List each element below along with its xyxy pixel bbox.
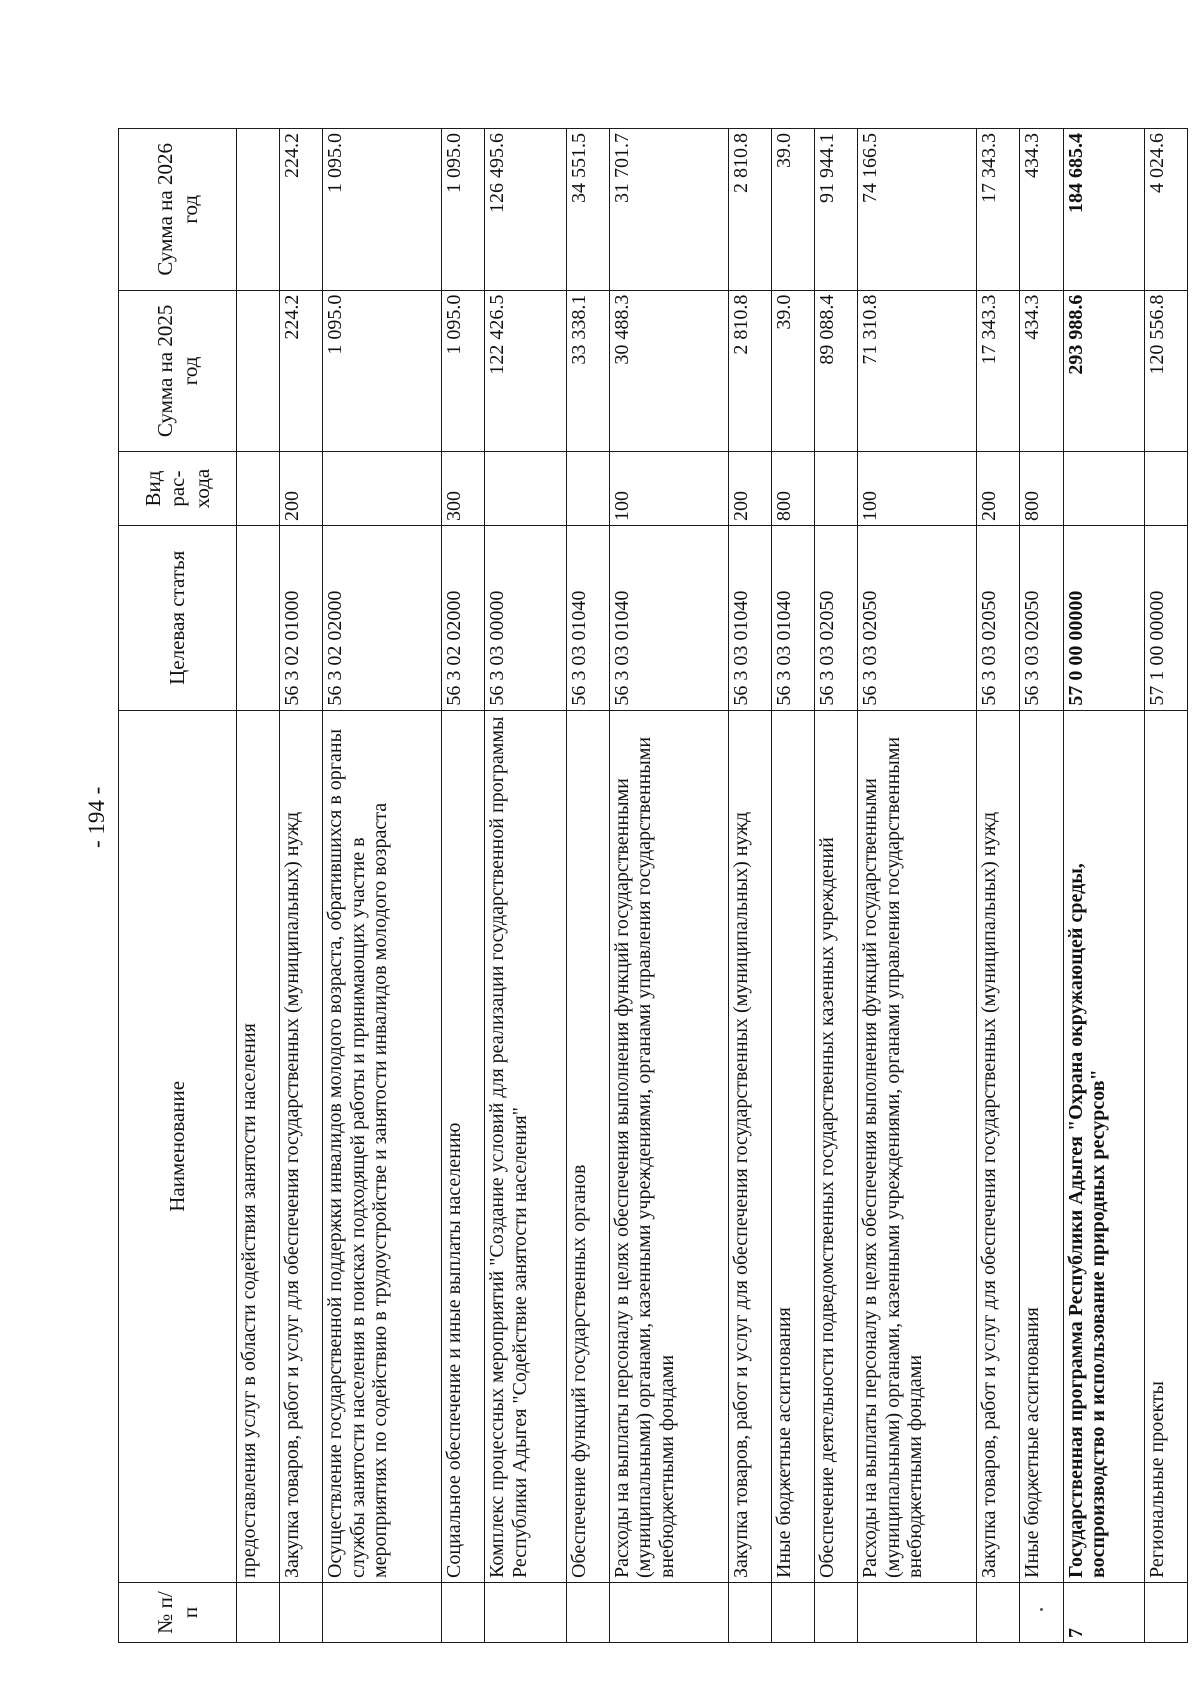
row-number: 7 xyxy=(1063,1583,1144,1643)
row-name: Иные бюджетные ассигнования xyxy=(1020,710,1063,1582)
row-target-article: 56 3 03 01040 xyxy=(728,525,771,710)
row-sum-2026: 39.0 xyxy=(772,129,815,291)
header-sum-2026: Сумма на 2026 год xyxy=(119,129,237,291)
table-body xyxy=(237,129,1188,1643)
row-number xyxy=(323,1583,442,1643)
row-target-article xyxy=(237,525,280,710)
row-expense-type xyxy=(566,452,609,526)
header-num: № п/п xyxy=(119,1583,237,1643)
row-expense-type: 100 xyxy=(858,452,977,526)
row-expense-type xyxy=(323,452,442,526)
table-row xyxy=(609,129,728,1643)
table-row xyxy=(815,129,858,1643)
row-sum-2026: 184 685.4 xyxy=(1063,129,1144,291)
row-number xyxy=(1020,1583,1063,1643)
row-expense-type xyxy=(237,452,280,526)
row-expense-type: 800 xyxy=(1020,452,1063,526)
table-row xyxy=(280,129,323,1643)
row-sum-2025 xyxy=(237,290,280,452)
row-sum-2025: 434.3 xyxy=(1020,290,1063,452)
row-target-article: 56 3 02 01000 xyxy=(280,525,323,710)
row-expense-type: 100 xyxy=(609,452,728,526)
row-number xyxy=(485,1583,566,1643)
row-target-article: 56 3 03 02050 xyxy=(858,525,977,710)
row-sum-2026: 1 095.0 xyxy=(442,129,485,291)
row-sum-2025: 120 556.8 xyxy=(1144,290,1187,452)
row-target-article: 57 0 00 00000 xyxy=(1063,525,1144,710)
row-name: Закупка товаров, работ и услуг для обеспечения государственных (муниципальных) нужд xyxy=(728,710,771,1582)
row-sum-2025: 33 338.1 xyxy=(566,290,609,452)
row-expense-type: 200 xyxy=(977,452,1020,526)
row-target-article: 56 3 02 02000 xyxy=(442,525,485,710)
row-sum-2026: 34 551.5 xyxy=(566,129,609,291)
row-name: Обеспечение функций государственных органов xyxy=(566,710,609,1582)
table-row xyxy=(566,129,609,1643)
table-row xyxy=(858,129,977,1643)
row-name: Расходы на выплаты персоналу в целях обеспечения выполнения функций государственными (муниципальными) органами, казенными учреждениями, органами управления государственными внебюджетными фондами xyxy=(609,710,728,1582)
scan-dot xyxy=(1040,1608,1043,1611)
row-number xyxy=(566,1583,609,1643)
row-sum-2026: 224.2 xyxy=(280,129,323,291)
row-sum-2026: 17 343.3 xyxy=(977,129,1020,291)
row-sum-2025: 1 095.0 xyxy=(323,290,442,452)
row-name: предоставления услуг в области содействия занятости населения xyxy=(237,710,280,1582)
row-number xyxy=(442,1583,485,1643)
row-target-article: 56 3 03 02050 xyxy=(977,525,1020,710)
row-expense-type xyxy=(815,452,858,526)
row-expense-type xyxy=(485,452,566,526)
row-sum-2025: 1 095.0 xyxy=(442,290,485,452)
table-row xyxy=(728,129,771,1643)
row-name: Социальное обеспечение и иные выплаты населению xyxy=(442,710,485,1582)
page-number: - 194 - xyxy=(84,786,109,848)
row-sum-2025: 89 088.4 xyxy=(815,290,858,452)
row-name: Государственная программа Республики Адыгея "Охрана окружающей среды, воспроизводство и использование природных ресурсов" xyxy=(1063,710,1144,1582)
header-code: Целевая статья xyxy=(119,525,237,710)
table-header-row xyxy=(119,129,237,1643)
row-target-article: 56 3 03 00000 xyxy=(485,525,566,710)
row-name: Иные бюджетные ассигнования xyxy=(772,710,815,1582)
row-number xyxy=(728,1583,771,1643)
row-name: Обеспечение деятельности подведомственных государственных казенных учреждений xyxy=(815,710,858,1582)
row-sum-2026 xyxy=(237,129,280,291)
row-expense-type: 800 xyxy=(772,452,815,526)
row-sum-2025: 2 810.8 xyxy=(728,290,771,452)
rotated-page-content xyxy=(118,128,1188,1643)
row-sum-2026: 74 166.5 xyxy=(858,129,977,291)
row-number xyxy=(815,1583,858,1643)
row-expense-type: 200 xyxy=(280,452,323,526)
row-number xyxy=(1144,1583,1187,1643)
row-sum-2025: 30 488.3 xyxy=(609,290,728,452)
header-sum-2025: Сумма на 2025 год xyxy=(119,290,237,452)
row-number xyxy=(772,1583,815,1643)
row-target-article: 56 3 03 01040 xyxy=(566,525,609,710)
row-sum-2026: 2 810.8 xyxy=(728,129,771,291)
table-row xyxy=(1020,129,1063,1643)
header-name: Наименование xyxy=(119,710,237,1582)
table-row xyxy=(1063,129,1144,1643)
row-name: Закупка товаров, работ и услуг для обеспечения государственных (муниципальных) нужд xyxy=(280,710,323,1582)
table-row xyxy=(977,129,1020,1643)
row-number xyxy=(977,1583,1020,1643)
row-target-article: 57 1 00 00000 xyxy=(1144,525,1187,710)
row-sum-2026: 4 024.6 xyxy=(1144,129,1187,291)
row-target-article: 56 3 02 02000 xyxy=(323,525,442,710)
row-sum-2025: 122 426.5 xyxy=(485,290,566,452)
row-sum-2026: 91 944.1 xyxy=(815,129,858,291)
row-number xyxy=(237,1583,280,1643)
row-name: Осуществление государственной поддержки инвалидов молодого возраста, обратившихся в органы службы занятости населения в поисках подходящей работы и принимающих участие в мероприятиях по содействию в трудоустройстве и занятости инвалидов молодого возраста xyxy=(323,710,442,1582)
row-expense-type xyxy=(1144,452,1187,526)
row-sum-2026: 434.3 xyxy=(1020,129,1063,291)
table-row xyxy=(323,129,442,1643)
row-name: Комплекс процессных мероприятий "Создание условий для реализации государственной программы Республики Адыгея "Содействие занятости населения" xyxy=(485,710,566,1582)
row-sum-2025: 224.2 xyxy=(280,290,323,452)
row-target-article: 56 3 03 01040 xyxy=(772,525,815,710)
table-row xyxy=(485,129,566,1643)
row-sum-2025: 39.0 xyxy=(772,290,815,452)
row-target-article: 56 3 03 02050 xyxy=(815,525,858,710)
table-row xyxy=(442,129,485,1643)
row-expense-type xyxy=(1063,452,1144,526)
row-sum-2026: 1 095.0 xyxy=(323,129,442,291)
row-number xyxy=(858,1583,977,1643)
row-number xyxy=(609,1583,728,1643)
row-target-article: 56 3 03 02050 xyxy=(1020,525,1063,710)
header-kind: Вид рас-хода xyxy=(119,452,237,526)
row-name: Расходы на выплаты персоналу в целях обеспечения выполнения функций государственными (муниципальными) органами, казенными учреждениями, органами управления государственными внебюджетными фондами xyxy=(858,710,977,1582)
row-expense-type: 300 xyxy=(442,452,485,526)
row-target-article: 56 3 03 01040 xyxy=(609,525,728,710)
table-row xyxy=(1144,129,1187,1643)
row-number xyxy=(280,1583,323,1643)
row-sum-2026: 31 701.7 xyxy=(609,129,728,291)
table-row xyxy=(772,129,815,1643)
row-name: Закупка товаров, работ и услуг для обеспечения государственных (муниципальных) нужд xyxy=(977,710,1020,1582)
budget-table xyxy=(118,128,1188,1643)
row-name: Региональные проекты xyxy=(1144,710,1187,1582)
row-sum-2025: 71 310.8 xyxy=(858,290,977,452)
table-row xyxy=(237,129,280,1643)
row-sum-2025: 17 343.3 xyxy=(977,290,1020,452)
row-sum-2025: 293 988.6 xyxy=(1063,290,1144,452)
row-sum-2026: 126 495.6 xyxy=(485,129,566,291)
row-expense-type: 200 xyxy=(728,452,771,526)
